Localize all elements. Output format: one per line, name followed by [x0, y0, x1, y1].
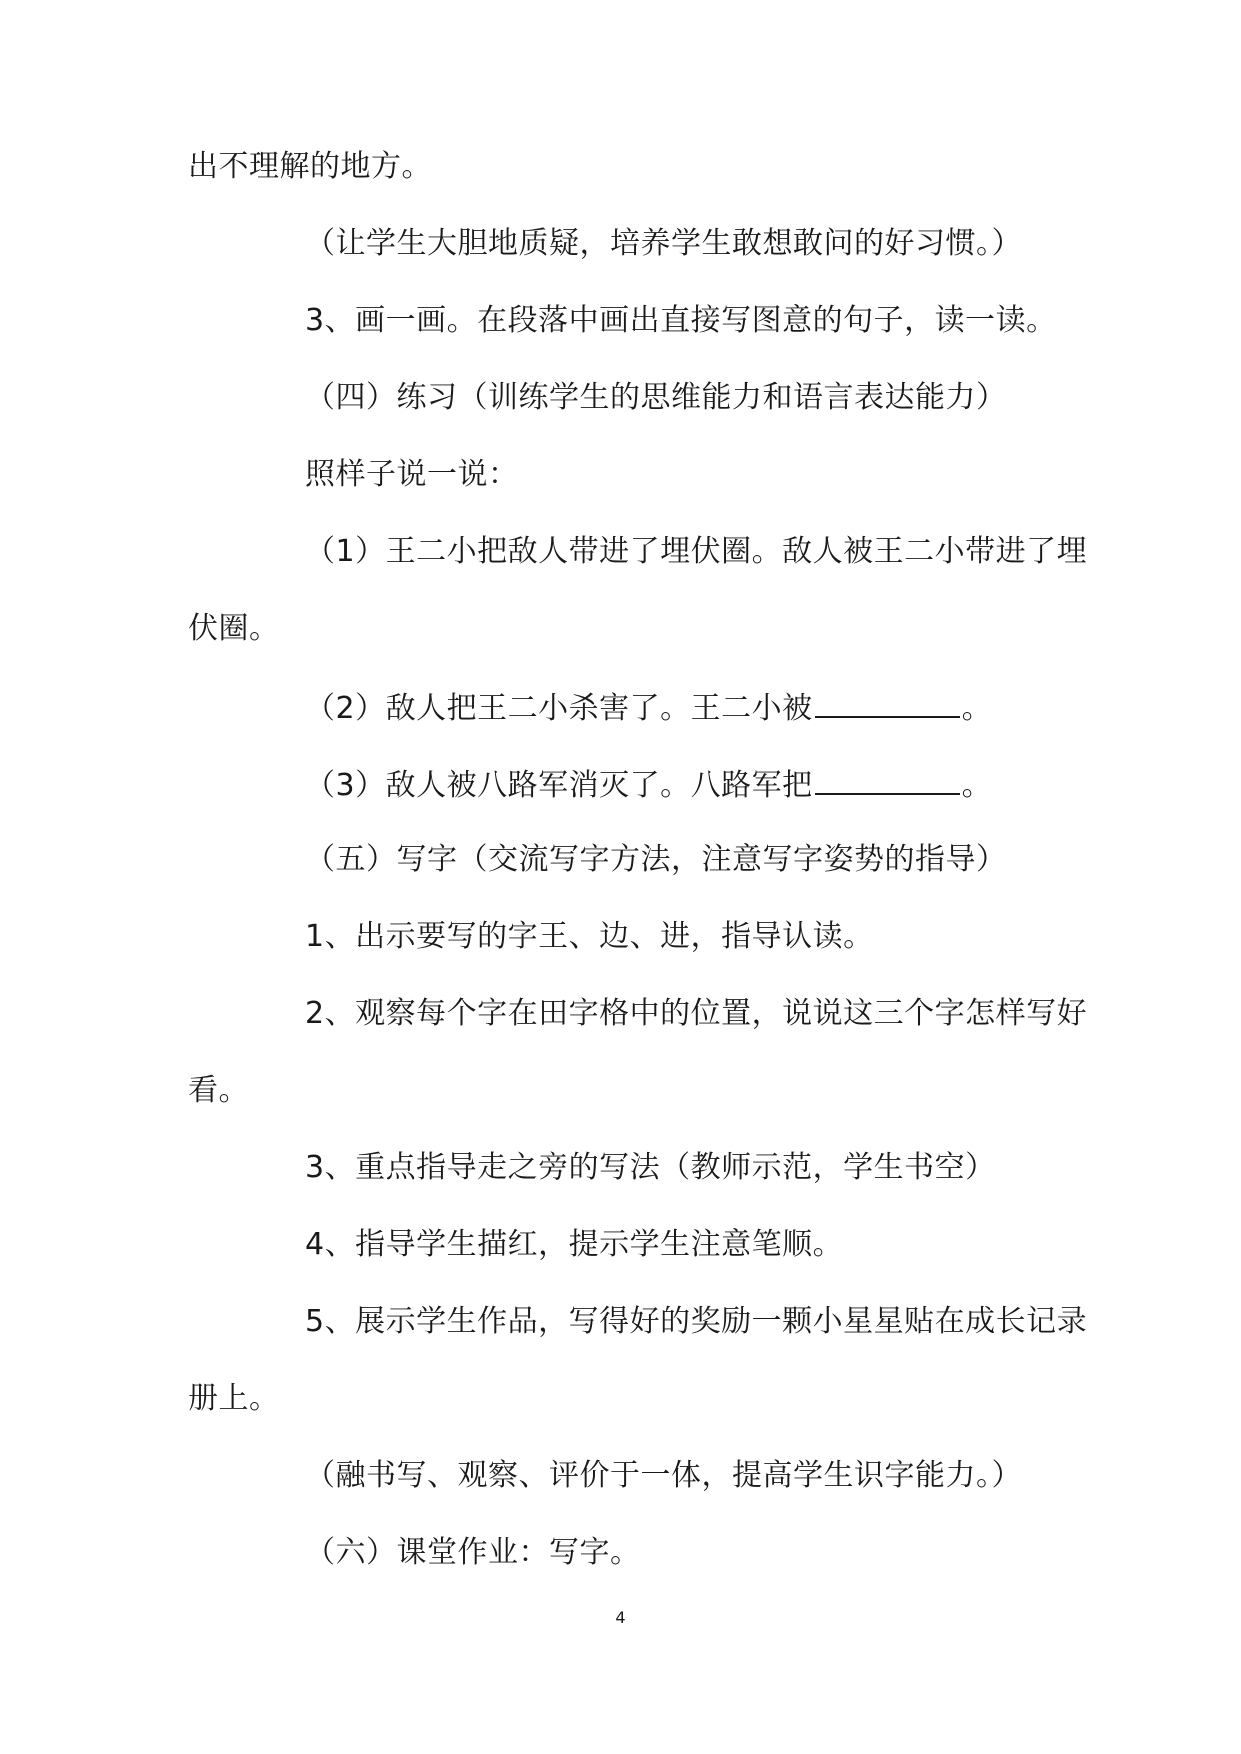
line-text: （1）王二小把敌人带进了埋伏圈。敌人被王二小带进了埋: [305, 534, 1088, 569]
page-number: 4: [615, 1608, 626, 1627]
section-heading-homework: [0, 1533, 1241, 1573]
fill-in-blank: [815, 763, 960, 795]
writing-step-1: [0, 917, 1241, 957]
line-text: 照样子说一说：: [305, 457, 519, 492]
line-text: 伏圈。: [188, 611, 280, 646]
line-text: 3、画一画。在段落中画出直接写图意的句子，读一读。: [305, 303, 1057, 338]
line-text: （六）课堂作业：写字。: [305, 1535, 641, 1570]
section-heading-practice: [0, 378, 1241, 418]
writing-step-3: [0, 1148, 1241, 1188]
text-line-note: [0, 1456, 1241, 1496]
writing-step-4: [0, 1225, 1241, 1265]
line-text: 2、观察每个字在田字格中的位置，说说这三个字怎样写好: [305, 996, 1088, 1031]
section-heading-writing: [0, 840, 1241, 880]
text-line-continuation: [0, 147, 1241, 187]
example-item-1-continuation: [0, 609, 1241, 649]
line-text: 5、展示学生作品，写得好的奖励一颗小星星贴在成长记录: [305, 1304, 1088, 1339]
line-text-end: 。: [961, 691, 993, 726]
line-text: 册上。: [188, 1381, 280, 1416]
line-text: （2）敌人把王二小杀害了。王二小被: [305, 691, 813, 726]
line-text: （让学生大胆地质疑，培养学生敢想敢问的好习惯。）: [305, 226, 1022, 261]
line-text-end: 。: [961, 768, 993, 803]
line-text: 看。: [188, 1073, 249, 1108]
line-text: （五）写字（交流写字方法，注意写字姿势的指导）: [305, 842, 1007, 877]
example-item-1: [0, 532, 1241, 572]
writing-step-5: [0, 1302, 1241, 1342]
exercise-item-3: [0, 763, 1241, 806]
line-text: （融书写、观察、评价于一体，提高学生识字能力。）: [305, 1458, 1022, 1493]
exercise-item-2: [0, 686, 1241, 729]
line-text: 出不理解的地方。: [188, 149, 432, 184]
line-text: 1、出示要写的字王、边、进，指导认读。: [305, 919, 874, 954]
text-line-note: [0, 224, 1241, 264]
line-text: （四）练习（训练学生的思维能力和语言表达能力）: [305, 380, 1007, 415]
fill-in-blank: [815, 686, 960, 718]
line-text: （3）敌人被八路军消灭了。八路军把: [305, 768, 813, 803]
text-line-step-3: [0, 301, 1241, 341]
line-text: 4、指导学生描红，提示学生注意笔顺。: [305, 1227, 844, 1262]
text-line-instruction: [0, 455, 1241, 495]
line-text: 3、重点指导走之旁的写法（教师示范，学生书空）: [305, 1150, 996, 1185]
writing-step-2: [0, 994, 1241, 1034]
writing-step-5-continuation: [0, 1379, 1241, 1419]
writing-step-2-continuation: [0, 1071, 1241, 1111]
